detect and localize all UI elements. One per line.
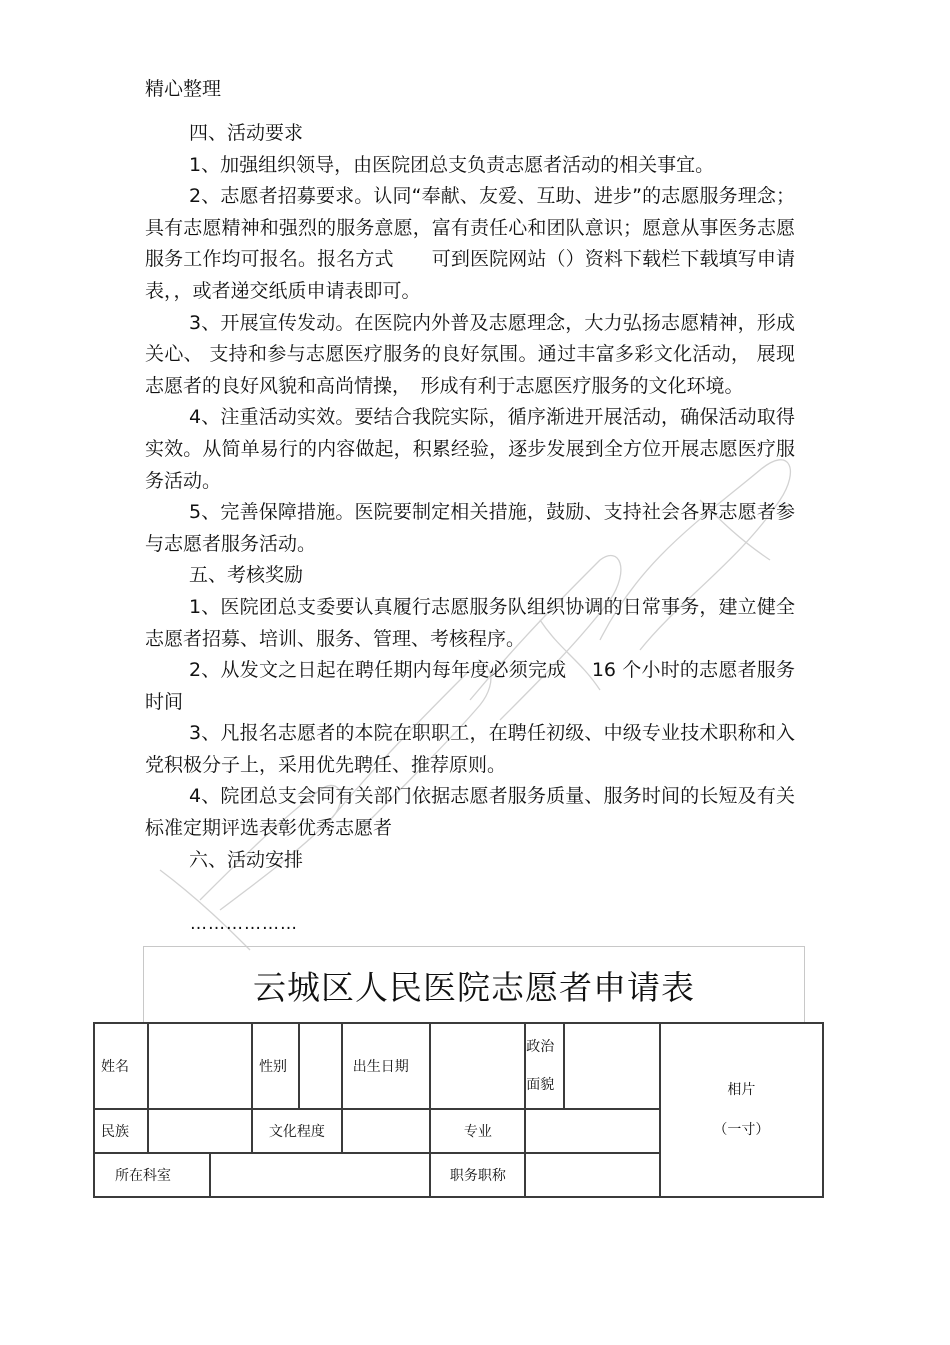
paragraph: 3、凡报名志愿者的本院在职职工，在聘任初级、中级专业技术职称和入党积极分子上，采用优先聘任、推荐原则。 <box>145 722 795 776</box>
position-title-field[interactable] <box>525 1153 660 1197</box>
application-form-table <box>93 1022 824 1198</box>
department-field[interactable] <box>210 1153 430 1197</box>
department-label: 所在科室 <box>94 1153 210 1197</box>
name-field[interactable] <box>148 1023 252 1109</box>
section-heading-requirements: 四、活动要求 <box>189 122 304 144</box>
paragraph: 4、注重活动实效。要结合我院实际，循序渐进开展活动，确保活动取得实效。从简单易行的内容做起，积累经验，逐步发展到全方位开展志愿医疗服务活动。 <box>145 406 795 492</box>
section-heading-rewards: 五、考核奖励 <box>189 564 304 587</box>
major-field[interactable] <box>525 1109 660 1153</box>
body-text <box>145 118 795 876</box>
education-field[interactable] <box>342 1109 431 1153</box>
paragraph: 1、加强组织领导，由医院团总支负责志愿者活动的相关事宜。 <box>189 153 715 176</box>
photo-size-label: （一寸） <box>713 1122 770 1138</box>
section-heading-schedule: 六、活动安排 <box>189 848 304 871</box>
paragraph: 4、院团总支会同有关部门依据志愿者服务质量、服务时间的长短及有关标准定期评选表彰优秀志愿者 <box>145 785 795 840</box>
paragraph: 1、医院团总支委要认真履行志愿服务队组织协调的日常事务，建立健全志愿者招募、培训、服务、管理、考核程序。 <box>145 595 795 650</box>
paragraph: 3、开展宣传发动。在医院内外普及志愿理念，大力弘扬志愿精神，形成关心、 支持和参与志愿医疗服务的良好氛围。通过丰富多彩文化活动， 展现志愿者的良好风貌和高尚情操， 形成有利于志愿医疗服务的文化环境。 <box>145 311 795 397</box>
form-title-box <box>143 946 805 1022</box>
gender-label: 性别 <box>252 1023 299 1109</box>
birth-date-field[interactable] <box>430 1023 525 1109</box>
paragraph: 5、完善保障措施。医院要制定相关措施，鼓励、支持社会各界志愿者参与志愿者服务活动。 <box>145 501 795 555</box>
gender-field[interactable] <box>299 1023 342 1109</box>
page-header: 精心整理 <box>145 78 222 100</box>
ethnicity-label: 民族 <box>94 1109 148 1153</box>
education-label: 文化程度 <box>252 1109 342 1153</box>
paragraph: 2、从发文之日起在聘任期内每年度必须完成 16 个小时的志愿者服务时间 <box>145 659 795 713</box>
form-title: 云城区人民医院志愿者申请表 <box>253 968 695 1007</box>
photo-box[interactable] <box>660 1023 823 1197</box>
ellipsis: ……………… <box>190 914 298 934</box>
photo-label: 相片 <box>727 1082 756 1098</box>
birth-date-label: 出生日期 <box>342 1023 431 1109</box>
ethnicity-field[interactable] <box>148 1109 252 1153</box>
position-title-label: 职务职称 <box>430 1153 525 1197</box>
major-label: 专业 <box>430 1109 525 1153</box>
political-status-field[interactable] <box>564 1023 660 1109</box>
political-status-label-line2: 面貌 <box>526 1077 555 1093</box>
political-status-label-line1: 政治 <box>526 1039 555 1055</box>
paragraph: 2、志愿者招募要求。认同“奉献、友爱、互助、进步”的志愿服务理念；具有志愿精神和强烈的服务意愿，富有责任心和团队意识；愿意从事医务志愿服务工作均可报名。报名方式 可到医院网站（）资料下载栏下载填写申请表，，或者递交纸质申请表即可。 <box>145 185 795 302</box>
political-status-label <box>525 1023 564 1109</box>
name-label: 姓名 <box>94 1023 148 1109</box>
